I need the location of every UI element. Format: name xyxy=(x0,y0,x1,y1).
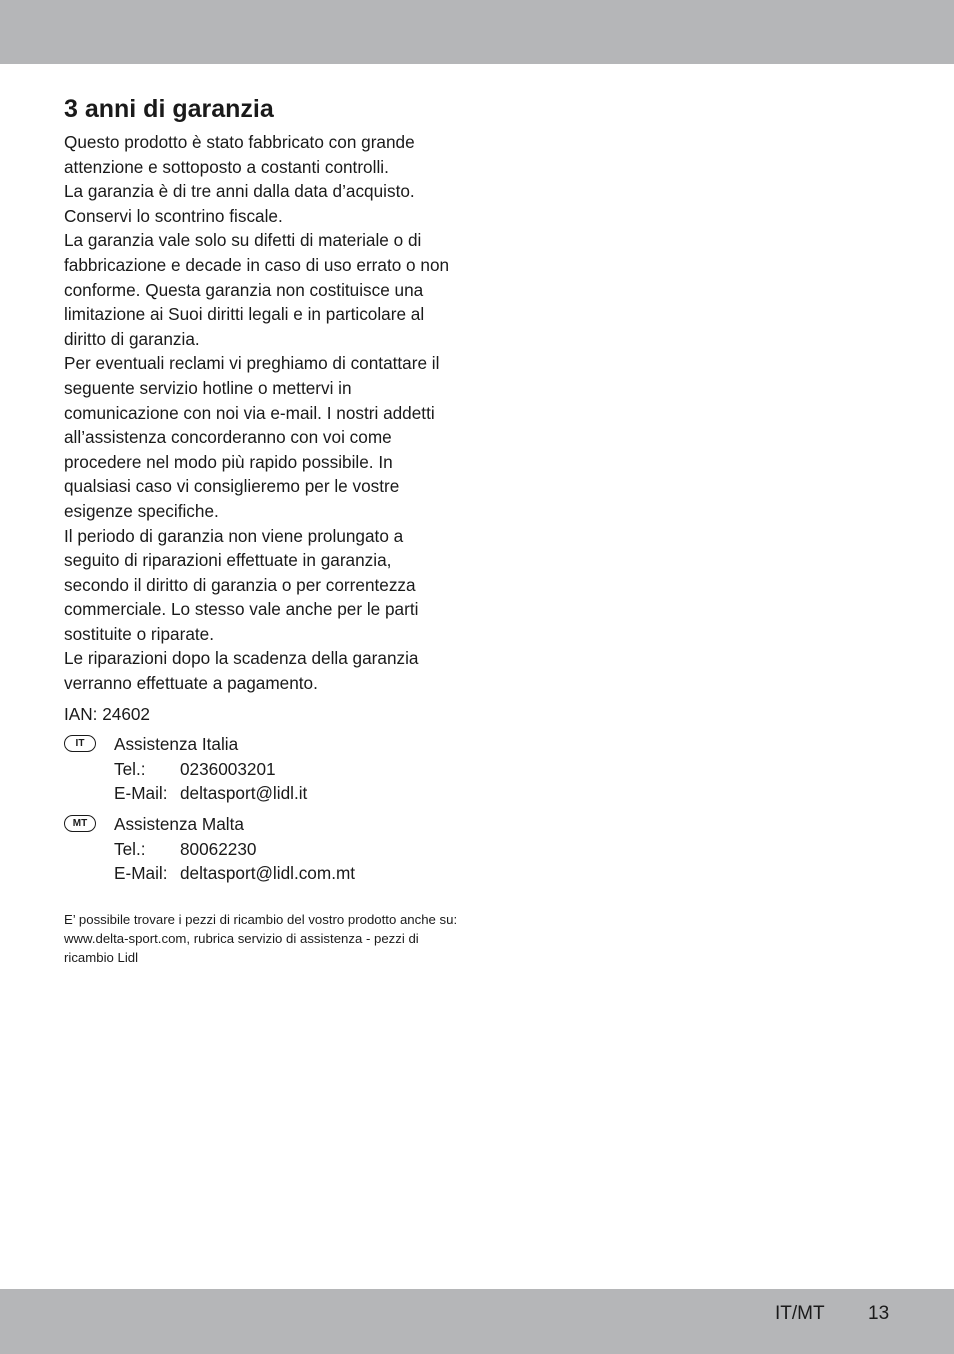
country-badge-mt: MT xyxy=(64,815,96,832)
paragraph: Questo prodotto è stato fabbricato con grande attenzione e sottoposto a costanti controlli. xyxy=(64,132,415,177)
email-label: E-Mail: xyxy=(114,863,168,884)
contact-tel-row xyxy=(114,837,459,861)
spare-parts-note: E’ possibile trovare i pezzi di ricambio del vostro prodotto anche su: www.delta-sport.com, rubrica servizio di assistenza - pezzi di ricambio Lidl xyxy=(64,911,458,966)
contact-email-row xyxy=(114,781,459,805)
header-bar xyxy=(0,0,954,64)
paragraph: Il periodo di garanzia non viene prolungato a seguito di riparazioni effettuate in garanzia, secondo il diritto di garanzia o per correntezza commerciale. Lo stesso vale anche per le parti sostituite o riparate. xyxy=(64,525,419,644)
email-label: E-Mail: xyxy=(114,783,168,804)
warranty-section xyxy=(64,93,459,967)
paragraph: La garanzia vale solo su difetti di materiale o di fabbricazione e decade in caso di uso errato o non conforme. Questa garanzia non costituisce una limitazione ai Suoi diritti legali e in particolare al diritto di garanzia. xyxy=(64,230,450,349)
contact-italy xyxy=(64,732,459,805)
contact-malta xyxy=(64,812,459,885)
tel-label: Tel.: xyxy=(114,758,146,779)
warranty-text xyxy=(64,130,459,696)
contact-name: Assistenza Italia xyxy=(114,734,239,755)
tel-label: Tel.: xyxy=(114,838,146,859)
ian-number: IAN: 24602 xyxy=(64,703,150,724)
paragraph: La garanzia è di tre anni dalla data d’acquisto. Conservi lo scontrino fiscale. xyxy=(64,181,415,226)
email-value: deltasport@lidl.com.mt xyxy=(180,863,356,884)
tel-value: 0236003201 xyxy=(180,758,276,779)
contact-tel-row xyxy=(114,757,459,781)
contact-name: Assistenza Malta xyxy=(114,814,244,835)
email-value: deltasport@lidl.it xyxy=(180,783,308,804)
footer-language-code: IT/MT xyxy=(775,1303,825,1324)
paragraph: Per eventuali reclami vi preghiamo di contattare il seguente servizio hotline o mettervi in comunicazione con noi via e-mail. I nostri addetti all’assistenza concorderanno con voi come procedere nel modo più rapido possibile. In qualsiasi caso vi consiglieremo per le vostre esigenze specifiche. xyxy=(64,353,440,521)
page-number: 13 xyxy=(868,1303,890,1324)
page-title: 3 anni di garanzia xyxy=(64,95,274,123)
paragraph: Le riparazioni dopo la scadenza della garanzia verranno effettuate a pagamento. xyxy=(64,648,419,694)
tel-value: 80062230 xyxy=(180,838,257,859)
contact-email-row xyxy=(114,861,459,885)
country-badge-it: IT xyxy=(64,735,96,752)
